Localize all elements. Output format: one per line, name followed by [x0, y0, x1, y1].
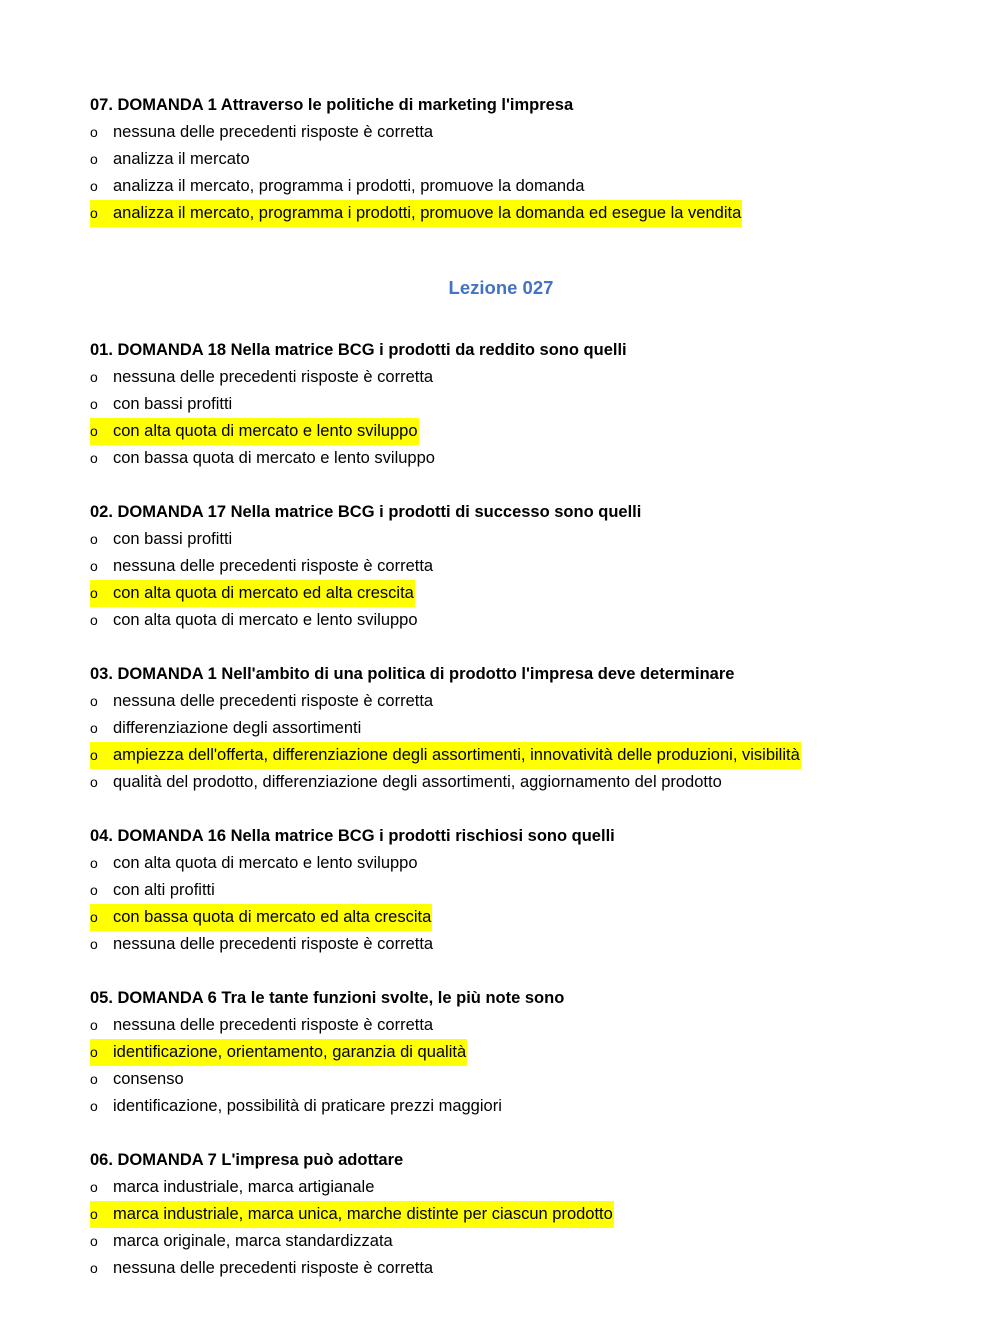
answer-option [90, 1012, 970, 1039]
answer-text: con bassi profitti [113, 530, 233, 548]
document-page [90, 92, 970, 1282]
answer-text: con bassi profitti [113, 395, 233, 413]
question-03 [90, 661, 970, 796]
answer-text: con alti profitti [113, 881, 215, 899]
answer-option [90, 119, 970, 146]
question-01 [90, 337, 970, 472]
answer-option [90, 1066, 970, 1093]
answer-option-correct [90, 904, 970, 931]
answer-text: qualità del prodotto, differenziazione degli assortimenti, aggiornamento del prodotto [113, 773, 722, 791]
answer-text: consenso [113, 1070, 184, 1088]
spacer [90, 472, 970, 499]
answer-option-correct [90, 580, 970, 607]
bullet-icon: o [90, 882, 98, 898]
bullet-icon: o [90, 178, 98, 194]
bullet-icon: o [90, 369, 98, 385]
answer-option [90, 850, 970, 877]
bullet-icon: o [90, 205, 98, 221]
answer-option [90, 526, 970, 553]
answer-option-correct [90, 1039, 970, 1066]
answer-option-correct [90, 418, 970, 445]
question-07 [90, 92, 970, 227]
answer-text: nessuna delle precedenti risposte è corretta [113, 1016, 434, 1034]
answer-text: con bassa quota di mercato ed alta crescita [113, 908, 432, 926]
answer-text: analizza il mercato, programma i prodotti, promuove la domanda ed esegue la vendita [113, 204, 742, 222]
bullet-icon: o [90, 1098, 98, 1114]
bullet-icon: o [90, 1179, 98, 1195]
bullet-icon: o [90, 531, 98, 547]
spacer [90, 796, 970, 823]
spacer [90, 1120, 970, 1147]
bullet-icon: o [90, 151, 98, 167]
bullet-icon: o [90, 774, 98, 790]
question-05 [90, 985, 970, 1120]
bullet-icon: o [90, 747, 98, 763]
bullet-icon: o [90, 1206, 98, 1222]
spacer [90, 634, 970, 661]
bullet-icon: o [90, 720, 98, 736]
answer-option [90, 688, 970, 715]
answer-option-correct [90, 200, 970, 227]
bullet-icon: o [90, 396, 98, 412]
answer-option [90, 1255, 970, 1282]
answer-text: con alta quota di mercato e lento sviluppo [113, 611, 418, 629]
spacer [90, 958, 970, 985]
question-02 [90, 499, 970, 634]
answer-option [90, 1093, 970, 1120]
answer-option-correct [90, 1201, 970, 1228]
bullet-icon: o [90, 585, 98, 601]
question-title: 01. DOMANDA 18 Nella matrice BCG i prodotti da reddito sono quelli [90, 341, 627, 359]
answer-text: marca originale, marca standardizzata [113, 1232, 393, 1250]
answer-text: differenziazione degli assortimenti [113, 719, 362, 737]
answer-option [90, 607, 970, 634]
bullet-icon: o [90, 936, 98, 952]
answer-text: marca industriale, marca unica, marche distinte per ciascun prodotto [113, 1205, 613, 1223]
answer-text: identificazione, possibilità di praticare prezzi maggiori [113, 1097, 502, 1115]
bullet-icon: o [90, 693, 98, 709]
answer-option [90, 1228, 970, 1255]
bullet-icon: o [90, 909, 98, 925]
bullet-icon: o [90, 1233, 98, 1249]
answer-option [90, 715, 970, 742]
bullet-icon: o [90, 855, 98, 871]
answer-text: nessuna delle precedenti risposte è corretta [113, 1259, 434, 1277]
bullet-icon: o [90, 423, 98, 439]
question-title: 07. DOMANDA 1 Attraverso le politiche di marketing l'impresa [90, 96, 574, 114]
answer-text: nessuna delle precedenti risposte è corretta [113, 123, 434, 141]
answer-option [90, 364, 970, 391]
question-title: 03. DOMANDA 1 Nell'ambito di una politica di prodotto l'impresa deve determinare [90, 665, 735, 683]
answer-text: con alta quota di mercato e lento sviluppo [113, 854, 418, 872]
answer-text: ampiezza dell'offerta, differenziazione degli assortimenti, innovatività delle produzioni, visibilità [113, 746, 800, 764]
answer-option [90, 553, 970, 580]
answer-option [90, 1174, 970, 1201]
question-06 [90, 1147, 970, 1282]
bullet-icon: o [90, 450, 98, 466]
answer-text: con alta quota di mercato ed alta crescita [113, 584, 414, 602]
answer-option [90, 931, 970, 958]
lesson-title: Lezione 027 [448, 277, 554, 298]
lesson-heading-block [90, 227, 970, 337]
answer-text: nessuna delle precedenti risposte è corretta [113, 692, 434, 710]
answer-text: con bassa quota di mercato e lento sviluppo [113, 449, 435, 467]
answer-option [90, 445, 970, 472]
answer-text: identificazione, orientamento, garanzia di qualità [113, 1043, 467, 1061]
answer-option [90, 146, 970, 173]
question-title: 05. DOMANDA 6 Tra le tante funzioni svolte, le più note sono [90, 989, 565, 1007]
bullet-icon: o [90, 1017, 98, 1033]
answer-text: nessuna delle precedenti risposte è corretta [113, 368, 434, 386]
bullet-icon: o [90, 612, 98, 628]
answer-option [90, 769, 970, 796]
answer-text: nessuna delle precedenti risposte è corretta [113, 557, 434, 575]
answer-option [90, 173, 970, 200]
answer-text: nessuna delle precedenti risposte è corretta [113, 935, 434, 953]
question-title: 04. DOMANDA 16 Nella matrice BCG i prodotti rischiosi sono quelli [90, 827, 615, 845]
question-title: 02. DOMANDA 17 Nella matrice BCG i prodotti di successo sono quelli [90, 503, 642, 521]
bullet-icon: o [90, 1260, 98, 1276]
question-04 [90, 823, 970, 958]
bullet-icon: o [90, 1071, 98, 1087]
answer-option [90, 391, 970, 418]
answer-text: analizza il mercato, programma i prodotti, promuove la domanda [113, 177, 585, 195]
bullet-icon: o [90, 558, 98, 574]
answer-option-correct [90, 742, 970, 769]
question-title: 06. DOMANDA 7 L'impresa può adottare [90, 1151, 404, 1169]
bullet-icon: o [90, 1044, 98, 1060]
answer-text: con alta quota di mercato e lento sviluppo [113, 422, 418, 440]
answer-option [90, 877, 970, 904]
answer-text: marca industriale, marca artigianale [113, 1178, 375, 1196]
answer-text: analizza il mercato [113, 150, 250, 168]
bullet-icon: o [90, 124, 98, 140]
